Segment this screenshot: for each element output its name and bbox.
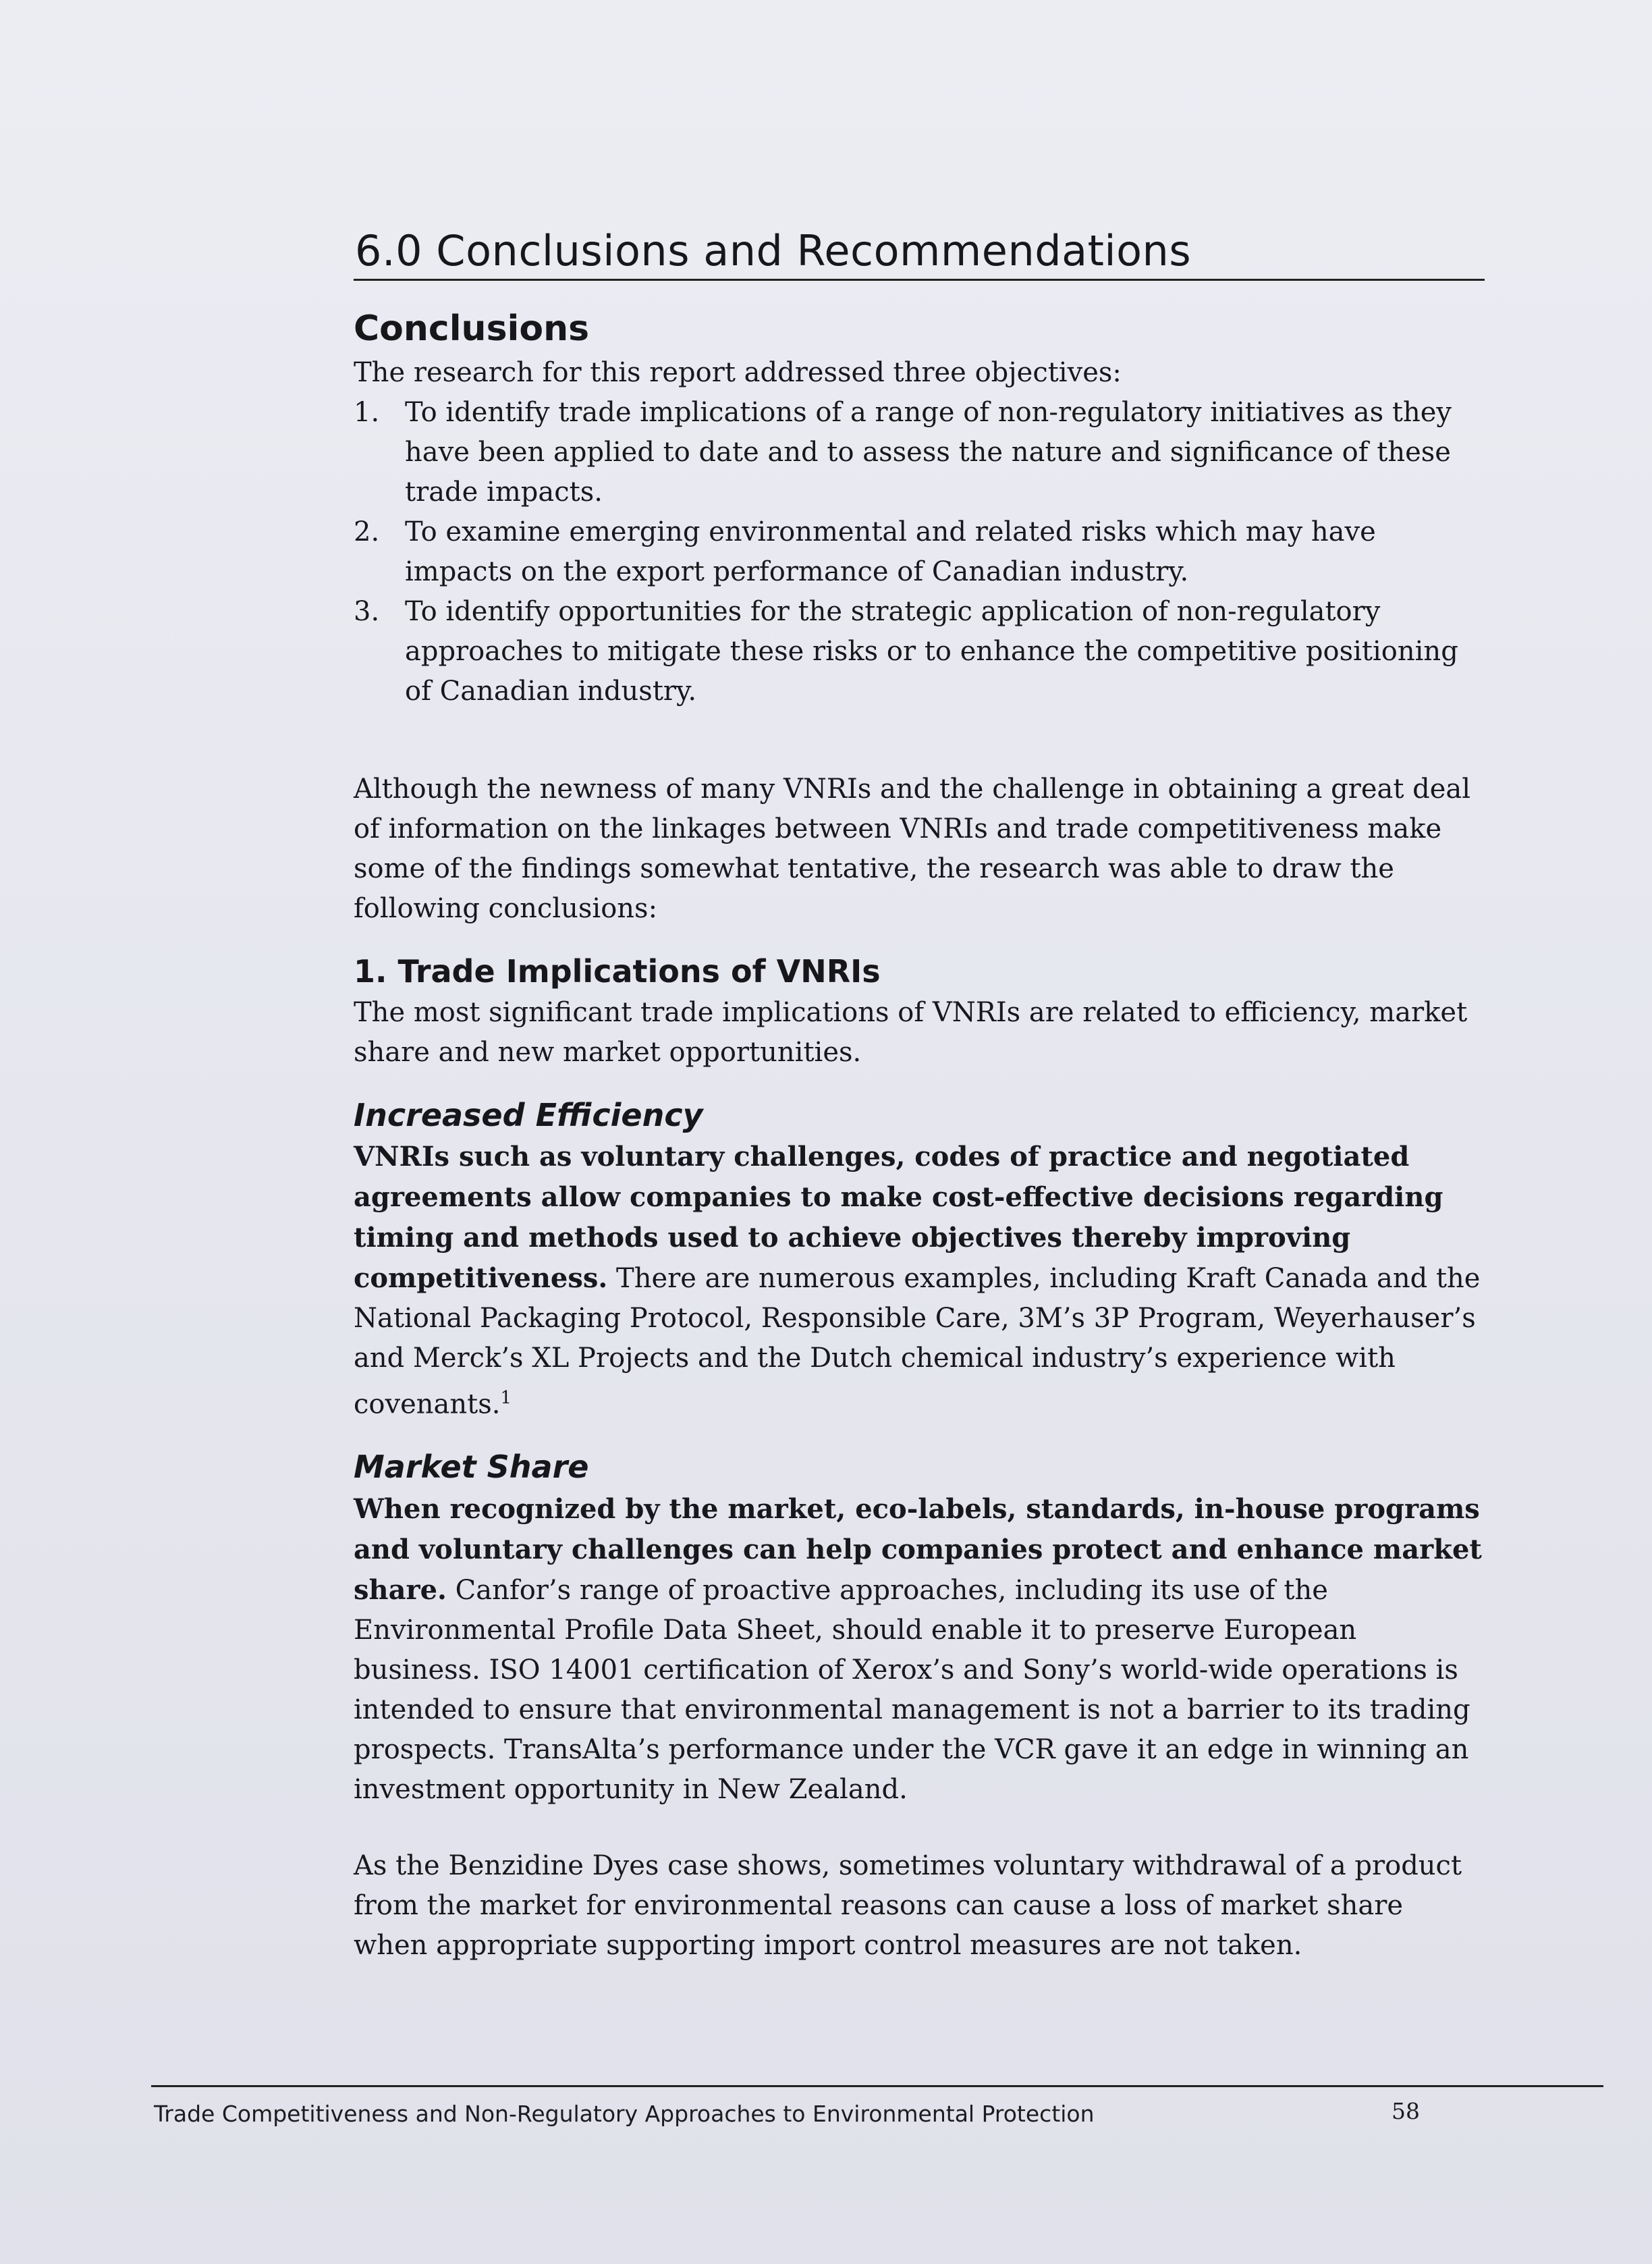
title-divider — [354, 279, 1485, 281]
trade-implications-paragraph: The most significant trade implications of VNRIs are related to efficiency, market share and new market opportunities. — [354, 996, 1468, 1068]
footer-divider — [151, 2085, 1603, 2087]
market-share-text: Canfor’s range of proactive approaches, including its use of the Environmental Profile Data Sheet, should enable it to preserve European business. ISO 14001 certification of Xerox’s and Sony’s world-wide operations is intended to ensure that environmental management is not a barrier to its trading prospects. TransAlta’s performance under the VCR gave it an edge in winning an investment opportunity in New Zealand. — [354, 1574, 1470, 1805]
list-number: 2. — [354, 516, 380, 547]
benzidine-paragraph: As the Benzidine Dyes case shows, sometimes voluntary withdrawal of a product from the market for environmental reasons can cause a loss of market share when appropriate supporting import control measures are not taken. — [354, 1850, 1462, 1961]
market-share-paragraph — [354, 1489, 1485, 1810]
efficiency-text: There are numerous examples, including Kraft Canada and the National Packaging Protocol, Responsible Care, 3M’s 3P Program, Weyerhauser’s and Merck’s XL Projects and the Dutch chemical industry’s experience with covenants. — [354, 1263, 1481, 1420]
efficiency-bold-lead: VNRIs such as voluntary challenges, codes of practice and negotiated agreements allow companies to make cost-effective decisions regarding timing and methods used to achieve objectives thereby improving competitiveness. — [354, 1141, 1443, 1295]
footer-title: Trade Competitiveness and Non-Regulatory Approaches to Environmental Protection — [154, 2101, 1095, 2127]
list-number: 1. — [354, 396, 380, 428]
page-title: 6.0 Conclusions and Recommendations — [355, 226, 1192, 275]
list-item — [354, 512, 1485, 592]
page-number: 58 — [1392, 2098, 1420, 2124]
subheading-market-share: Market Share — [354, 1449, 589, 1486]
list-item — [354, 393, 1485, 512]
conclusions-heading: Conclusions — [354, 308, 590, 350]
list-item — [354, 592, 1485, 711]
efficiency-paragraph — [354, 1137, 1485, 1424]
footnote-marker: 1 — [500, 1388, 512, 1409]
findings-intro-paragraph: Although the newness of many VNRIs and the challenge in obtaining a great deal of information on the linkages between VNRIs and trade competitiveness make some of the findings somewhat tentative, the research was able to draw the following conclusions: — [354, 773, 1471, 924]
list-text: To examine emerging environmental and related risks which may have impacts on the export performance of Canadian industry. — [405, 516, 1376, 587]
page-content — [354, 227, 1485, 1966]
objectives-list — [354, 393, 1485, 711]
list-text: To identify opportunities for the strategic application of non-regulatory approaches to mitigate these risks or to enhance the competitive positioning of Canadian industry. — [405, 595, 1458, 707]
intro-paragraph: The research for this report addressed three objectives: — [354, 356, 1122, 388]
market-share-bold-lead: When recognized by the market, eco-labels, standards, in-house programs and voluntary challenges can help companies protect and enhance market share. — [354, 1492, 1482, 1606]
list-text: To identify trade implications of a range of non-regulatory initiatives as they have been applied to date and to assess the nature and significance of these trade impacts. — [405, 396, 1452, 508]
section-heading-trade-implications: 1. Trade Implications of VNRIs — [354, 952, 881, 990]
list-number: 3. — [354, 595, 380, 627]
subheading-increased-efficiency: Increased Efficiency — [354, 1096, 703, 1133]
